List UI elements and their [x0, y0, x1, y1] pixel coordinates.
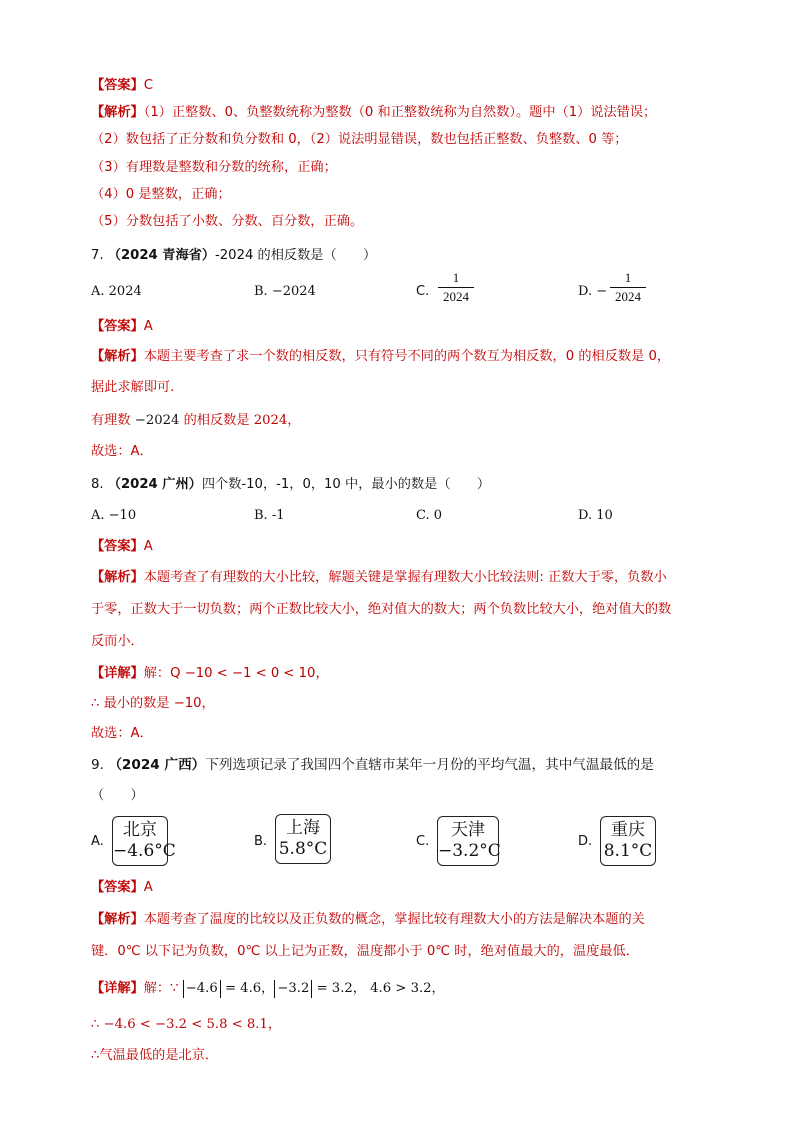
- question-source: （2024 青海省）: [107, 248, 216, 263]
- q9-answer-line: [91, 880, 153, 896]
- temperature-value: 8.1°C: [603, 841, 653, 861]
- answer-tag: 【答案】: [91, 319, 144, 334]
- q8-option-d: D. 10: [578, 508, 613, 523]
- question-stem: 四个数-10，-1，0，10 中，最小的数是（ ）: [201, 477, 491, 492]
- q9-option-c-label: C.: [416, 834, 430, 849]
- q7-option-d-label: D. −: [578, 284, 608, 299]
- answer-tag: 【答案】: [91, 78, 144, 93]
- answer-value: A: [143, 880, 153, 895]
- q8-analysis-line-3: 反而小．: [91, 634, 144, 649]
- q9-option-c-temperature-card: [437, 816, 499, 866]
- analysis-text: （1）正整数、0、负整数统称为整数（0 和正整数统称为自然数）。题中（1）说法错误；: [143, 105, 657, 120]
- q6-analysis-line-4: （4）0 是整数，正确；: [91, 187, 231, 202]
- city-name: 上海: [286, 818, 320, 838]
- absolute-value: −4.6: [183, 980, 221, 998]
- fraction-denominator: 2024: [443, 289, 469, 304]
- detail-tag: 【详解】: [91, 666, 144, 681]
- fraction-numerator: 1: [624, 270, 632, 285]
- q7-option-c-label: C.: [416, 284, 430, 299]
- q8-analysis-line-2: 于零，正数大于一切负数；两个正数比较大小，绝对值大的数大；两个负数比较大小，绝对值大的数: [91, 602, 672, 617]
- question-number: 7.: [91, 248, 104, 263]
- question-stem: -2024 的相反数是（ ）: [215, 248, 377, 263]
- math-text: = 4.6，: [220, 981, 275, 996]
- q9-option-d-label: D.: [578, 834, 593, 849]
- absolute-value: −3.2: [274, 980, 312, 998]
- analysis-text: ，: [287, 413, 301, 428]
- city-name: 北京: [123, 820, 157, 840]
- question-number: 9.: [91, 757, 104, 773]
- analysis-tag: 【解析】: [91, 912, 144, 927]
- fraction-bar: [438, 287, 474, 288]
- q8-option-b: B. -1: [254, 508, 285, 523]
- q6-analysis-line-1: [91, 105, 656, 121]
- q8-detail-line-1: [91, 666, 329, 682]
- q7-conclusion: 故选：A．: [91, 444, 153, 459]
- temperature-value: −4.6°C: [113, 841, 176, 861]
- fraction-denominator: 2024: [615, 289, 641, 304]
- math-value: −2024: [134, 413, 180, 428]
- q9-detail-line-2: ∴ −4.6 < −3.2 < 5.8 < 8.1，: [91, 1017, 282, 1032]
- temperature-value: 5.8°C: [278, 839, 328, 859]
- q9-answer-paren: （ ）: [91, 788, 144, 803]
- analysis-text: 本题考查了有理数的大小比较，解题关键是掌握有理数大小比较法则: 正数大于零，负数小: [143, 570, 667, 585]
- q7-option-a: A. 2024: [91, 284, 142, 299]
- city-name: 天津: [451, 820, 485, 840]
- q9-detail-line-1: [91, 980, 445, 998]
- q7-option-b: B. −2024: [254, 284, 316, 299]
- q9-option-b-temperature-card: [275, 814, 331, 864]
- q6-analysis-line-2: （2）数包括了正分数和负分数和 0，（2）说法明显错误，数也包括正整数、负整数、0 等；: [91, 132, 628, 147]
- city-name: 重庆: [611, 820, 645, 840]
- q8-conclusion: 故选：A．: [91, 726, 153, 741]
- detail-tag: 【详解】: [91, 981, 144, 996]
- q8-analysis-line-1: [91, 570, 667, 586]
- analysis-text: 本题主要考查了求一个数的相反数，只有符号不同的两个数互为相反数，0 的相反数是 0，: [143, 349, 671, 364]
- analysis-text: 有理数: [91, 413, 135, 428]
- math-text: = 3.2，: [312, 981, 366, 996]
- q7-option-d-fraction: [610, 270, 646, 305]
- q6-analysis-line-5: （5）分数包括了小数、分数、百分数，正确。: [91, 214, 364, 229]
- answer-tag: 【答案】: [91, 880, 144, 895]
- question-source: （2024 广西）: [108, 757, 206, 773]
- q7-option-c-fraction: [438, 270, 474, 305]
- q9-option-b-label: B.: [254, 834, 268, 849]
- question-stem: 下列选项记录了我国四个直辖市某年一月份的平均气温，其中气温最低的是: [205, 757, 654, 773]
- answer-value: A: [143, 319, 153, 334]
- answer-tag: 【答案】: [91, 539, 144, 554]
- q6-analysis-line-3: （3）有理数是整数和分数的统称，正确；: [91, 160, 337, 175]
- math-value: 2024: [253, 413, 288, 428]
- analysis-text: 本题考查了温度的比较以及正负数的概念，掌握比较有理数大小的方法是解决本题的关: [143, 912, 645, 927]
- q9-option-a-temperature-card: [112, 816, 176, 866]
- q9-analysis-line-2: 键．0℃ 以下记为负数，0℃ 以上记为正数，温度都小于 0℃ 时，绝对值最大的，温度最低．: [91, 944, 639, 959]
- fraction-bar: [610, 287, 646, 288]
- question-source: （2024 广州）: [107, 477, 202, 492]
- q9-detail-line-3: ∴气温最低的是北京．: [91, 1048, 219, 1063]
- question-number: 8.: [91, 477, 104, 492]
- q9-option-a-label: A.: [91, 834, 104, 849]
- fraction-numerator: 1: [452, 270, 460, 285]
- q6-answer-line: [91, 78, 153, 94]
- answer-value: A: [143, 539, 153, 554]
- q9-option-d-temperature-card: [600, 816, 656, 866]
- q8-detail-line-2: ∴ 最小的数是 −10，: [91, 696, 215, 711]
- q7-question: [91, 248, 376, 264]
- detail-text: 解：∵: [143, 981, 183, 996]
- analysis-tag: 【解析】: [91, 105, 144, 120]
- q9-analysis-line-1: [91, 912, 645, 928]
- q7-answer-line: [91, 319, 153, 335]
- q8-question: [91, 477, 490, 493]
- q8-answer-line: [91, 539, 153, 555]
- analysis-text: 的相反数是: [179, 413, 254, 428]
- q8-option-c: C. 0: [416, 508, 443, 523]
- detail-text: 解：Q −10 < −1 < 0 < 10，: [143, 666, 329, 681]
- math-text: 4.6 > 3.2，: [365, 981, 445, 996]
- q9-question: [91, 757, 654, 773]
- q7-analysis-line-2: 据此求解即可.: [91, 380, 175, 395]
- analysis-tag: 【解析】: [91, 570, 144, 585]
- answer-value: C: [143, 78, 153, 93]
- q7-analysis-line-3: [91, 413, 300, 429]
- temperature-value: −3.2°C: [438, 841, 501, 861]
- q8-option-a: A. −10: [91, 508, 137, 523]
- analysis-tag: 【解析】: [91, 349, 144, 364]
- q7-analysis-line-1: [91, 349, 670, 365]
